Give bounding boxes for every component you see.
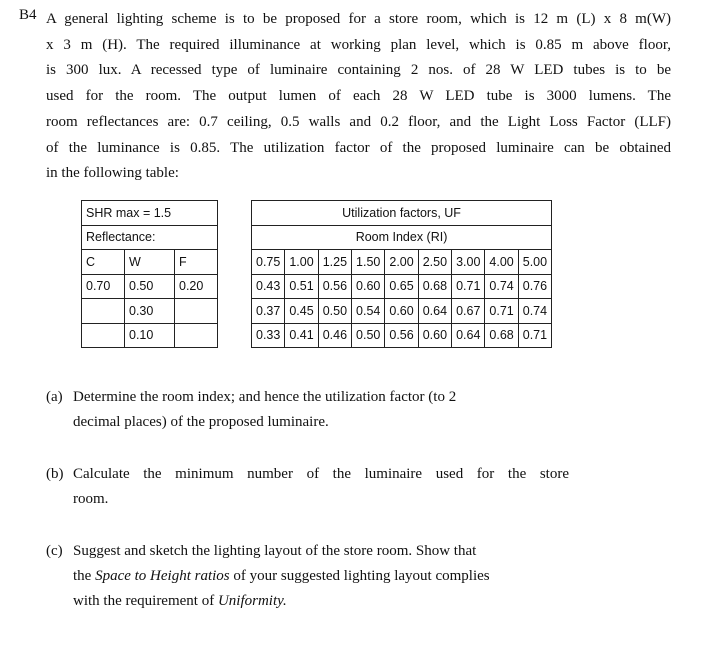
part-label: (b) (46, 466, 64, 482)
uf-cell: 0.60 (418, 323, 451, 348)
uf-cell: 0.67 (452, 299, 485, 324)
room-index-value: 5.00 (518, 250, 551, 275)
question-line: used for the room. The output lumen of each 28 W LED tube is 3000 lumens. The (46, 88, 671, 105)
uf-cell: 0.33 (252, 323, 285, 348)
table-header-row (82, 250, 552, 275)
question-line: x 3 m (H). The required illuminance at working plan level, which is 0.85 m above floor, (46, 36, 671, 53)
ceiling-value (82, 323, 125, 348)
uf-cell: 0.71 (485, 299, 518, 324)
uf-cell: 0.50 (352, 323, 385, 348)
uf-cell: 0.43 (252, 274, 285, 299)
uf-cell: 0.64 (418, 299, 451, 324)
floor-value (175, 323, 218, 348)
question-number: B4 (19, 7, 37, 23)
utilization-factor-table (81, 200, 552, 348)
reflectance-label: Reflectance: (82, 225, 218, 250)
table-header-row (82, 225, 552, 250)
wall-header: W (125, 250, 175, 275)
room-index-value: 4.00 (485, 250, 518, 275)
uf-cell: 0.71 (452, 274, 485, 299)
uf-cell: 0.46 (318, 323, 351, 348)
part-a-line: decimal places) of the proposed luminaire. (73, 414, 329, 430)
emphasis-text: Uniformity. (217, 593, 287, 609)
part-c-line: with the requirement of Uniformity. (73, 593, 287, 609)
question-line: in the following table: (46, 165, 179, 182)
part-c-line: Suggest and sketch the lighting layout of the store room. Show that (73, 543, 477, 559)
room-index-value: 0.75 (252, 250, 285, 275)
uf-cell: 0.74 (485, 274, 518, 299)
wall-value: 0.30 (125, 299, 175, 324)
uf-cell: 0.60 (385, 299, 418, 324)
table-row (82, 274, 552, 299)
room-index-value: 1.50 (352, 250, 385, 275)
ceiling-value (82, 299, 125, 324)
uf-cell: 0.37 (252, 299, 285, 324)
part-label: (c) (46, 543, 63, 559)
question-text (46, 7, 671, 187)
shr-label: SHR max = 1.5 (82, 201, 218, 226)
room-index-value: 1.00 (285, 250, 318, 275)
ceiling-value: 0.70 (82, 274, 125, 299)
floor-header: F (175, 250, 218, 275)
ceiling-header: C (82, 250, 125, 275)
table-row (82, 299, 552, 324)
uf-cell: 0.76 (518, 274, 551, 299)
question-line: is 300 lux. A recessed type of luminaire containing 2 nos. of 28 W LED tubes is to be (46, 62, 671, 79)
part-a-line: Determine the room index; and hence the utilization factor (to 2 (73, 389, 457, 405)
uf-cell: 0.64 (452, 323, 485, 348)
room-index-value: 1.25 (318, 250, 351, 275)
floor-value (175, 299, 218, 324)
uf-cell: 0.68 (485, 323, 518, 348)
room-index-value: 3.00 (452, 250, 485, 275)
part-b-line: room. (73, 491, 109, 507)
uf-cell: 0.56 (385, 323, 418, 348)
floor-value: 0.20 (175, 274, 218, 299)
uf-cell: 0.71 (518, 323, 551, 348)
uf-cell: 0.65 (385, 274, 418, 299)
room-index-value: 2.00 (385, 250, 418, 275)
uf-cell: 0.74 (518, 299, 551, 324)
question-line: A general lighting scheme is to be proposed for a store room, which is 12 m (L) x 8 m(W) (46, 11, 671, 27)
uf-cell: 0.54 (352, 299, 385, 324)
table-row (82, 323, 552, 348)
wall-value: 0.50 (125, 274, 175, 299)
uf-cell: 0.51 (285, 274, 318, 299)
uf-cell: 0.50 (318, 299, 351, 324)
uf-cell: 0.45 (285, 299, 318, 324)
emphasis-text: Space to Height ratios (95, 568, 230, 584)
uf-cell: 0.68 (418, 274, 451, 299)
uf-title: Utilization factors, UF (252, 201, 552, 226)
question-line: of the luminance is 0.85. The utilization factor of the proposed luminaire can be obtained (46, 139, 671, 156)
room-index-value: 2.50 (418, 250, 451, 275)
uf-cell: 0.56 (318, 274, 351, 299)
room-index-title: Room Index (RI) (252, 225, 552, 250)
part-label: (a) (46, 389, 63, 405)
question-line: room reflectances are: 0.7 ceiling, 0.5 walls and 0.2 floor, and the Light Loss Factor (LLF) (46, 113, 671, 130)
table-header-row (82, 201, 552, 226)
part-b-line: Calculate the minimum number of the luminaire used for the store (73, 466, 569, 482)
uf-cell: 0.41 (285, 323, 318, 348)
wall-value: 0.10 (125, 323, 175, 348)
uf-cell: 0.60 (352, 274, 385, 299)
part-c-line: the Space to Height ratios of your suggested lighting layout complies (73, 568, 490, 584)
